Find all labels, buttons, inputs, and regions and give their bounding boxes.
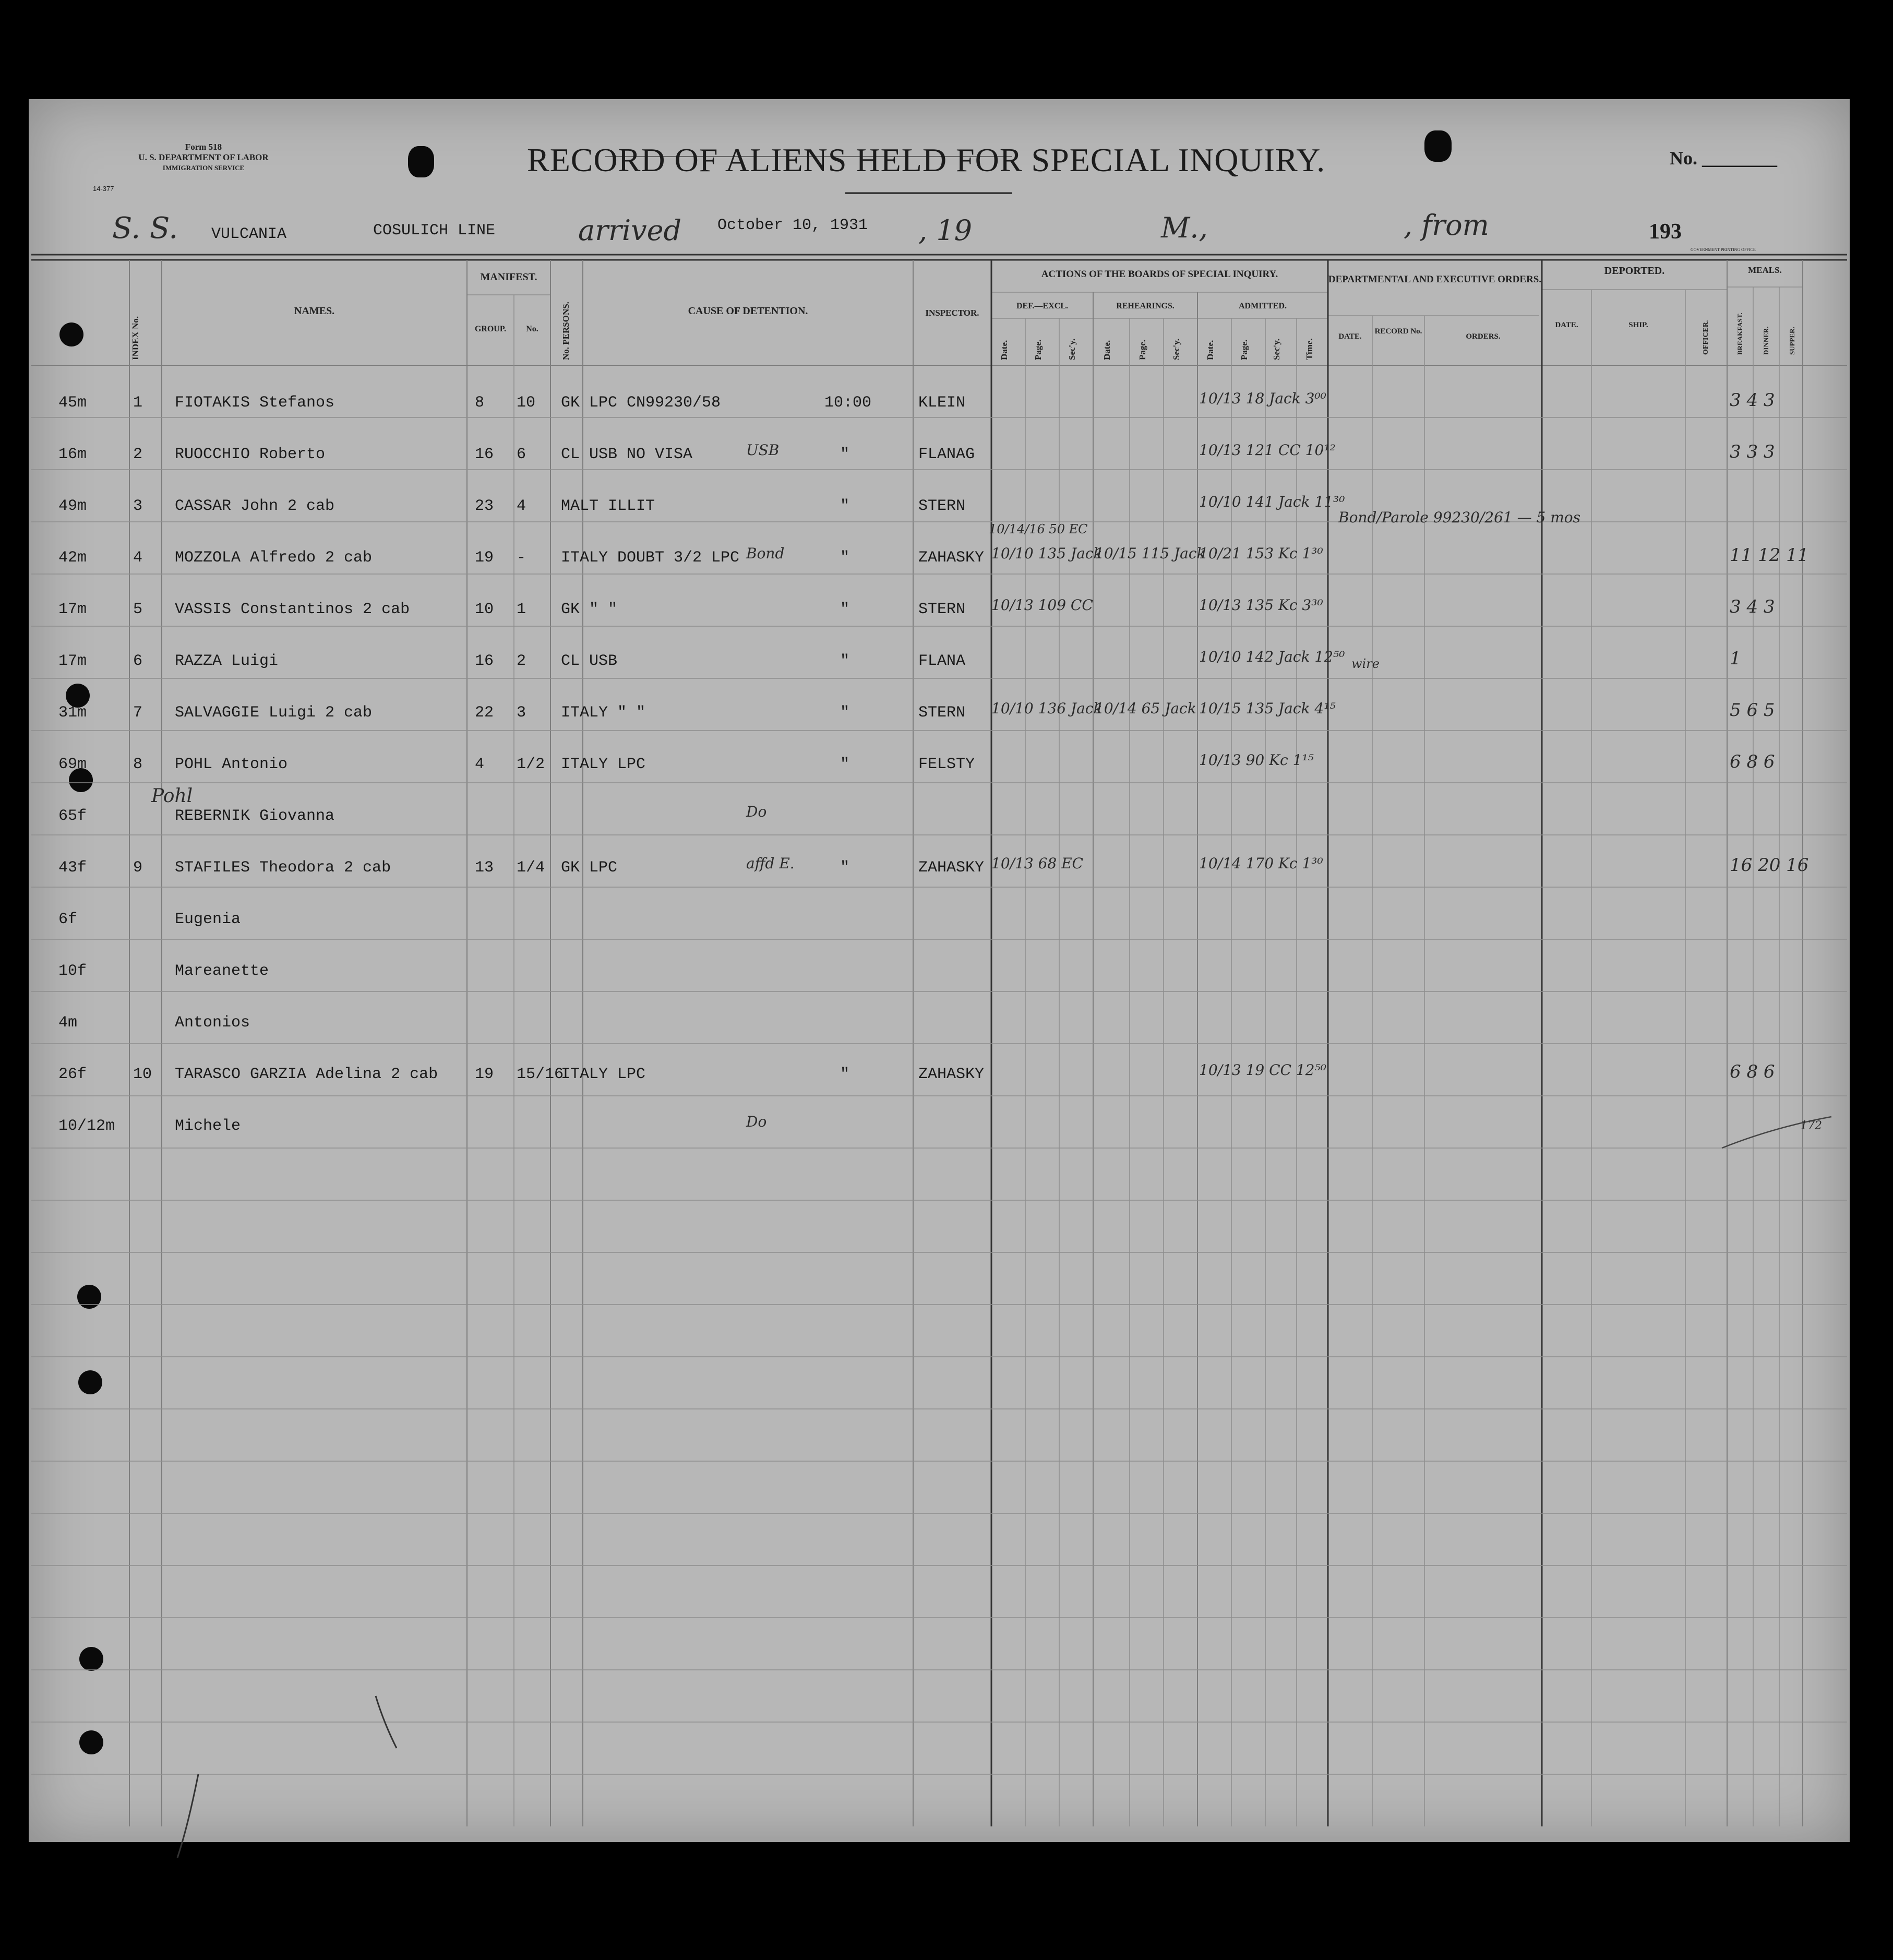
meals-entry: 1 (1730, 648, 1741, 669)
col-supper: SUPPER. (1788, 327, 1796, 355)
def-excl-entry: 10/13 68 EC (991, 855, 1083, 872)
wire-note: wire (1351, 656, 1380, 671)
col-dept-orders: DEPARTMENTAL AND EXECUTIVE ORDERS. (1328, 274, 1542, 285)
meals-entry: 3 3 3 (1730, 441, 1775, 462)
cause-cell: CL USB NO VISA (561, 446, 693, 463)
inspector-cell: FLANAG (918, 446, 975, 463)
cause-cell: ITALY " " (561, 704, 646, 722)
col-meals: MEALS. (1748, 265, 1782, 275)
def-excl-entry: 10/10 136 Jack (991, 700, 1103, 717)
manifest-no-cell: 4 (517, 497, 526, 515)
cause-cell: ITALY LPC (561, 1066, 646, 1083)
ship-name: VULCANIA (211, 225, 287, 243)
col-def-excl: DEF.—EXCL. (1016, 302, 1068, 310)
group-cell: 23 (475, 497, 494, 515)
name-cell: POHL Antonio (175, 756, 288, 773)
index-cell: 3 (133, 497, 143, 515)
from-label: , from (1404, 209, 1489, 242)
index-cell: 9 (133, 859, 143, 877)
shipping-line: COSULICH LINE (373, 222, 496, 240)
col-index-no: INDEX No. (130, 316, 140, 360)
group-cell: 4 (475, 756, 485, 773)
total-note: 172 (1800, 1119, 1822, 1132)
meals-entry: 5 6 5 (1730, 700, 1775, 721)
index-cell: 6 (133, 652, 143, 670)
time-cell: " (840, 601, 850, 618)
cause-handwritten-note: Do (746, 803, 767, 820)
col-inspector: INSPECTOR. (925, 308, 979, 318)
form-identity (136, 142, 271, 173)
time-cell: " (840, 549, 850, 567)
group-cell: 16 (475, 446, 494, 463)
admitted-entry: 10/13 19 CC 12⁵⁰ (1199, 1061, 1326, 1079)
col-actions: ACTIONS OF THE BOARDS OF SPECIAL INQUIRY. (1041, 269, 1278, 280)
age-cell: 17m (58, 601, 87, 618)
col-cause: CAUSE OF DETENTION. (688, 305, 808, 317)
group-cell: 8 (475, 394, 485, 412)
col-adm-time: Time. (1304, 338, 1314, 360)
admitted-entry: 10/13 135 Kc 3³⁰ (1199, 596, 1323, 614)
inspector-cell: FELSTY (918, 756, 975, 773)
col-dinner: DINNER. (1762, 326, 1770, 355)
col-manifest: MANIFEST. (480, 271, 537, 283)
cause-cell: CL USB (561, 652, 618, 670)
time-cell: " (840, 859, 850, 877)
col-ship: SHIP. (1628, 321, 1648, 329)
admitted-entry: 10/10 141 Jack 11³⁰ (1199, 493, 1345, 510)
index-cell: 10 (133, 1066, 152, 1083)
cause-cell: GK " " (561, 601, 618, 618)
order-note: Bond/Parole 99230/261 — 5 mos (1338, 509, 1581, 526)
name-cell: CASSAR John 2 cab (175, 497, 335, 515)
age-cell: 4m (58, 1014, 78, 1032)
name-cell: Michele (175, 1117, 241, 1135)
inspector-cell: FLANA (918, 652, 966, 670)
inspector-cell: STERN (918, 497, 966, 515)
age-cell: 10/12m (58, 1117, 115, 1135)
meals-entry: 6 8 6 (1730, 1061, 1775, 1082)
time-cell: " (840, 446, 850, 463)
manifest-no-cell: 1/2 (517, 756, 545, 773)
time-cell: " (840, 704, 850, 722)
age-cell: 43f (58, 859, 87, 877)
name-cell: FIOTAKIS Stefanos (175, 394, 335, 412)
cause-handwritten-note: affd E. (746, 855, 795, 872)
manifest-no-cell: 3 (517, 704, 526, 722)
name-cell: RAZZA Luigi (175, 652, 279, 670)
meals-entry: 3 4 3 (1730, 596, 1775, 617)
inspector-cell: KLEIN (918, 394, 966, 412)
col-reh-date: Date. (1102, 340, 1112, 360)
name-cell: Antonios (175, 1014, 250, 1032)
inspector-cell: STERN (918, 704, 966, 722)
cause-cell: ITALY DOUBT 3/2 LPC (561, 549, 740, 567)
col-adm-secy: Sec'y. (1272, 338, 1281, 360)
group-cell: 16 (475, 652, 494, 670)
col-reh-page: Page. (1137, 339, 1147, 360)
group-cell: 19 (475, 549, 494, 567)
age-cell: 49m (58, 497, 87, 515)
index-cell: 1 (133, 394, 143, 412)
printer-mark: GOVERNMENT PRINTING OFFICE (1691, 247, 1756, 252)
age-cell: 45m (58, 394, 87, 412)
name-cell: TARASCO GARZIA Adelina 2 cab (175, 1066, 438, 1083)
rehearing-note: 10/14/16 50 EC (989, 522, 1088, 536)
name-cell: RUOCCHIO Roberto (175, 446, 326, 463)
cause-handwritten-note: Bond (746, 545, 785, 562)
time-cell: " (840, 756, 850, 773)
col-officer: OFFICER. (1702, 320, 1710, 355)
manifest-no-cell: 6 (517, 446, 526, 463)
index-cell: 2 (133, 446, 143, 463)
col-record-no: RECORD No. (1374, 327, 1422, 336)
index-cell: 8 (133, 756, 143, 773)
age-cell: 65f (58, 807, 87, 825)
admitted-entry: 10/14 170 Kc 1³⁰ (1199, 855, 1323, 872)
form-number: Form 518 (185, 142, 222, 152)
inspector-cell: ZAHASKY (918, 859, 985, 877)
manifest-no-cell: 1/4 (517, 859, 545, 877)
service-name: IMMIGRATION SERVICE (162, 164, 245, 172)
name-cell: STAFILES Theodora 2 cab (175, 859, 391, 877)
meals-entry: 6 8 6 (1730, 751, 1775, 772)
col-breakfast: BREAKFAST. (1736, 313, 1744, 355)
age-cell: 6f (58, 911, 78, 928)
age-cell: 31m (58, 704, 87, 722)
time-cell: " (840, 497, 850, 515)
time-cell: " (840, 1066, 850, 1083)
col-adm-page: Page. (1239, 339, 1249, 360)
manifest-no-cell: 1 (517, 601, 526, 618)
manifest-no-cell: 10 (517, 394, 536, 412)
col-reh-secy: Sec'y. (1171, 338, 1181, 360)
index-cell: 5 (133, 601, 143, 618)
age-cell: 16m (58, 446, 87, 463)
group-cell: 19 (475, 1066, 494, 1083)
time-cell: 10:00 (824, 394, 872, 412)
rehearing-entry: 10/14 65 Jack (1095, 700, 1196, 717)
def-excl-entry: 10/10 135 Jack (991, 545, 1103, 562)
meridiem-label: M., (1161, 211, 1208, 244)
age-cell: 42m (58, 549, 87, 567)
col-adm-date: Date. (1205, 340, 1215, 360)
manifest-no-cell: - (517, 549, 526, 567)
admitted-entry: 10/10 142 Jack 12⁵⁰ (1199, 648, 1345, 665)
rehearing-entry: 10/15 115 Jack (1095, 545, 1206, 562)
age-cell: 69m (58, 756, 87, 773)
admitted-entry: 10/13 90 Kc 1¹⁵ (1199, 751, 1314, 769)
manifest-no-cell: 15/16 (517, 1066, 564, 1083)
record-number-label: No. ________ (1670, 148, 1777, 169)
age-cell: 10f (58, 962, 87, 980)
col-no-persons: No. PERSONS. (561, 302, 571, 360)
cause-cell: GK LPC CN99230/58 (561, 394, 721, 412)
manifest-no-cell: 2 (517, 652, 526, 670)
col-def-secy: Sec'y. (1067, 338, 1077, 360)
ss-label: S. S. (112, 211, 178, 245)
cause-handwritten-note: Do (746, 1113, 767, 1130)
def-excl-entry: 10/13 109 CC (991, 596, 1093, 614)
pohl-note: Pohl (151, 785, 193, 807)
index-cell: 7 (133, 704, 143, 722)
name-cell: Eugenia (175, 911, 241, 928)
department-name: U. S. DEPARTMENT OF LABOR (138, 152, 269, 162)
col-rehearings: REHEARINGS. (1116, 302, 1175, 310)
arrival-date: October 10, 1931 (717, 217, 868, 234)
col-names: NAMES. (294, 305, 335, 317)
meals-entry: 16 20 16 (1730, 855, 1809, 876)
page-title: RECORD OF ALIENS HELD FOR SPECIAL INQUIRY. (527, 141, 1326, 178)
name-cell: VASSIS Constantinos 2 cab (175, 601, 410, 618)
col-dep-date: DATE. (1555, 321, 1578, 329)
col-group: GROUP. (474, 325, 507, 333)
col-orders: ORDERS. (1466, 332, 1501, 341)
col-no: No. (526, 325, 538, 333)
inspector-cell: ZAHASKY (918, 549, 985, 567)
year-stub: 193 (1649, 220, 1682, 244)
age-cell: 26f (58, 1066, 87, 1083)
name-cell: Mareanette (175, 962, 269, 980)
meals-entry: 11 12 11 (1730, 545, 1809, 566)
arrived-label: arrived (578, 214, 682, 247)
time-cell: " (840, 652, 850, 670)
cause-handwritten-note: USB (746, 441, 780, 459)
inspector-cell: ZAHASKY (918, 1066, 985, 1083)
group-cell: 13 (475, 859, 494, 877)
inspector-cell: STERN (918, 601, 966, 618)
col-deported: DEPORTED. (1604, 265, 1665, 277)
meals-entry: 3 4 3 (1730, 390, 1775, 411)
group-cell: 22 (475, 704, 494, 722)
admitted-entry: 10/21 153 Kc 1³⁰ (1199, 545, 1323, 562)
admitted-entry: 10/13 121 CC 10¹² (1199, 441, 1336, 459)
col-admitted: ADMITTED. (1238, 302, 1287, 310)
admitted-entry: 10/13 18 Jack 3⁰⁰ (1199, 390, 1326, 407)
group-cell: 10 (475, 601, 494, 618)
cause-cell: GK LPC (561, 859, 618, 877)
name-cell: REBERNIK Giovanna (175, 807, 335, 825)
name-cell: MOZZOLA Alfredo 2 cab (175, 549, 373, 567)
year-label: , 19 (918, 214, 973, 247)
cause-cell: MALT ILLIT (561, 497, 655, 515)
col-dept-date: DATE. (1338, 332, 1362, 341)
age-cell: 17m (58, 652, 87, 670)
cause-cell: ITALY LPC (561, 756, 646, 773)
admitted-entry: 10/15 135 Jack 4¹⁵ (1199, 700, 1336, 717)
col-def-page: Page. (1033, 339, 1043, 360)
name-cell: SALVAGGIE Luigi 2 cab (175, 704, 373, 722)
col-def-date: Date. (999, 340, 1009, 360)
index-cell: 4 (133, 549, 143, 567)
form-code: 14-377 (93, 185, 114, 193)
